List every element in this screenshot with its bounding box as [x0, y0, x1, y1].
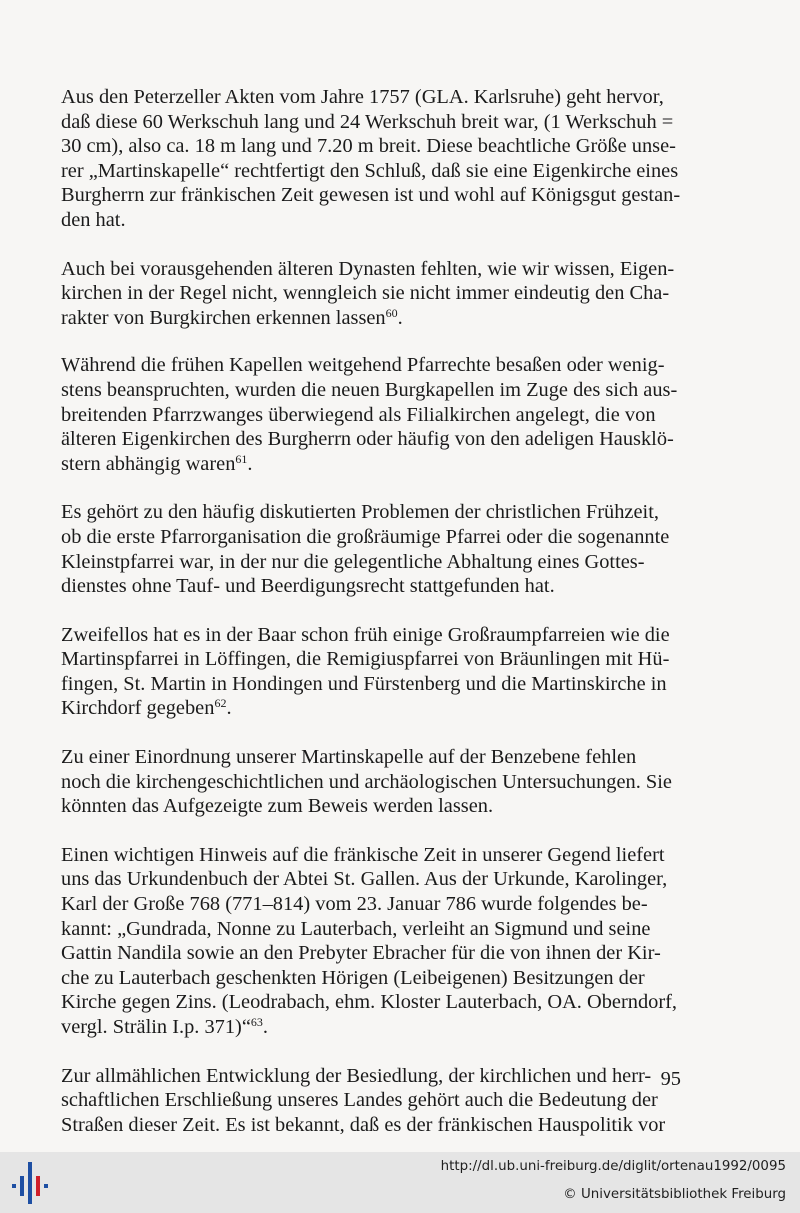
footnote-ref-60: 60: [385, 305, 398, 320]
paragraph-6: Zu einer Einordnung unserer Martinskapelle auf der Benzebene fehlen noch die kirchengeschichtlichen und archäologischen Untersuchungen. Sie könnten das Aufgezeigte zum Beweis werden lassen.: [61, 746, 672, 818]
paragraph-7: Einen wichtigen Hinweis auf die fränkische Zeit in unserer Gegend liefert uns das Urkundenbuch der Abtei St. Gallen. Aus der Urkunde, Karolinger, Karl der Große 768 (771–814) vom 23. Januar 786 wurde folgendes be- kannt: „Gundrada, Nonne zu Lauterbach, verleiht an Sigmund und seine Gattin Nandila sowie an den Prebyter Ebracher für die von ihnen der Kir- che zu Lauterbach geschenkten Hörigen (Leibeigenen) Besitzungen der Kirche gegen Zins. (Leodrabach, ehm. Kloster Lauterbach, OA. Oberndorf, vergl. Strälin I.p. 371)“$^{63}$.: [61, 843, 678, 1038]
paragraph-4: Es gehört zu den häufig diskutierten Problemen der christlichen Frühzeit, ob die erste Pfarrorganisation die großräumige Pfarrei oder die sogenannte Kleinstpfarrei war, in der nur die gelegentliche Abhaltung eines Gottes- dienstes ohne Tauf- und Beerdigungsrecht stattgefunden hat.: [61, 501, 670, 598]
footnote-ref-62: 62: [214, 696, 227, 711]
source-url[interactable]: http://dl.ub.uni-freiburg.de/diglit/ortenau1992/0095: [440, 1159, 786, 1174]
body-text: [61, 85, 681, 1137]
paragraph-1: Aus den Peterzeller Akten vom Jahre 1757 (GLA. Karlsruhe) geht hervor, daß diese 60 Werkschuh lang und 24 Werkschuh breit war, (1 Werkschuh = 30 cm), also ca. 18 m lang und 7.20 m breit. Diese beachtliche Größe unse- rer „Martinskapelle“ rechtfertigt den Schluß, daß sie eine Eigenkirche eines Burgherrn zur fränkischen Zeit gewesen ist und wohl auf Königsgut gestan- den hat.: [61, 86, 681, 231]
paragraph-2: Auch bei vorausgehenden älteren Dynasten fehlten, wie wir wissen, Eigen- kirchen in der Regel nicht, wenngleich sie nicht immer eindeutig den Cha- rakter von Burgkirchen erkennen lassen$^{60}$.: [61, 257, 675, 329]
footnote-ref-61: 61: [235, 451, 248, 466]
page-number: 95: [660, 1068, 681, 1090]
copyright-notice: © Universitätsbibliothek Freiburg: [563, 1187, 786, 1202]
footnote-ref-63: 63: [250, 1015, 263, 1029]
library-footer: [0, 1152, 800, 1213]
paragraph-3: Während die frühen Kapellen weitgehend Pfarrechte besaßen oder wenig- stens beanspruchten, wurden die neuen Burgkapellen im Zuge des sich aus- breitenden Pfarrzwanges überwiegend als Filialkirchen angelegt, die von älteren Eigenkirchen des Burgherrn oder häufig von den adeligen Hausklö- stern abhängig waren$^{61}$.: [61, 354, 678, 475]
ub-freiburg-logo-icon: [10, 1160, 50, 1206]
paragraph-5: Zweifellos hat es in der Baar schon früh einige Großraumpfarreien wie die Martinspfarrei in Löffingen, die Remigiuspfarrei von Bräunlingen mit Hü- fingen, St. Martin in Hondingen und Fürstenberg und die Martinskirche in Kirchdorf gegeben$^{62}$.: [61, 623, 670, 720]
paragraph-8: Zur allmählichen Entwicklung der Besiedlung, der kirchlichen und herr- schaftlichen Erschließung unseres Landes gehört auch die Bedeutung der Straßen dieser Zeit. Es ist bekannt, daß es der fränkischen Hauspolitik vor: [61, 1064, 666, 1136]
